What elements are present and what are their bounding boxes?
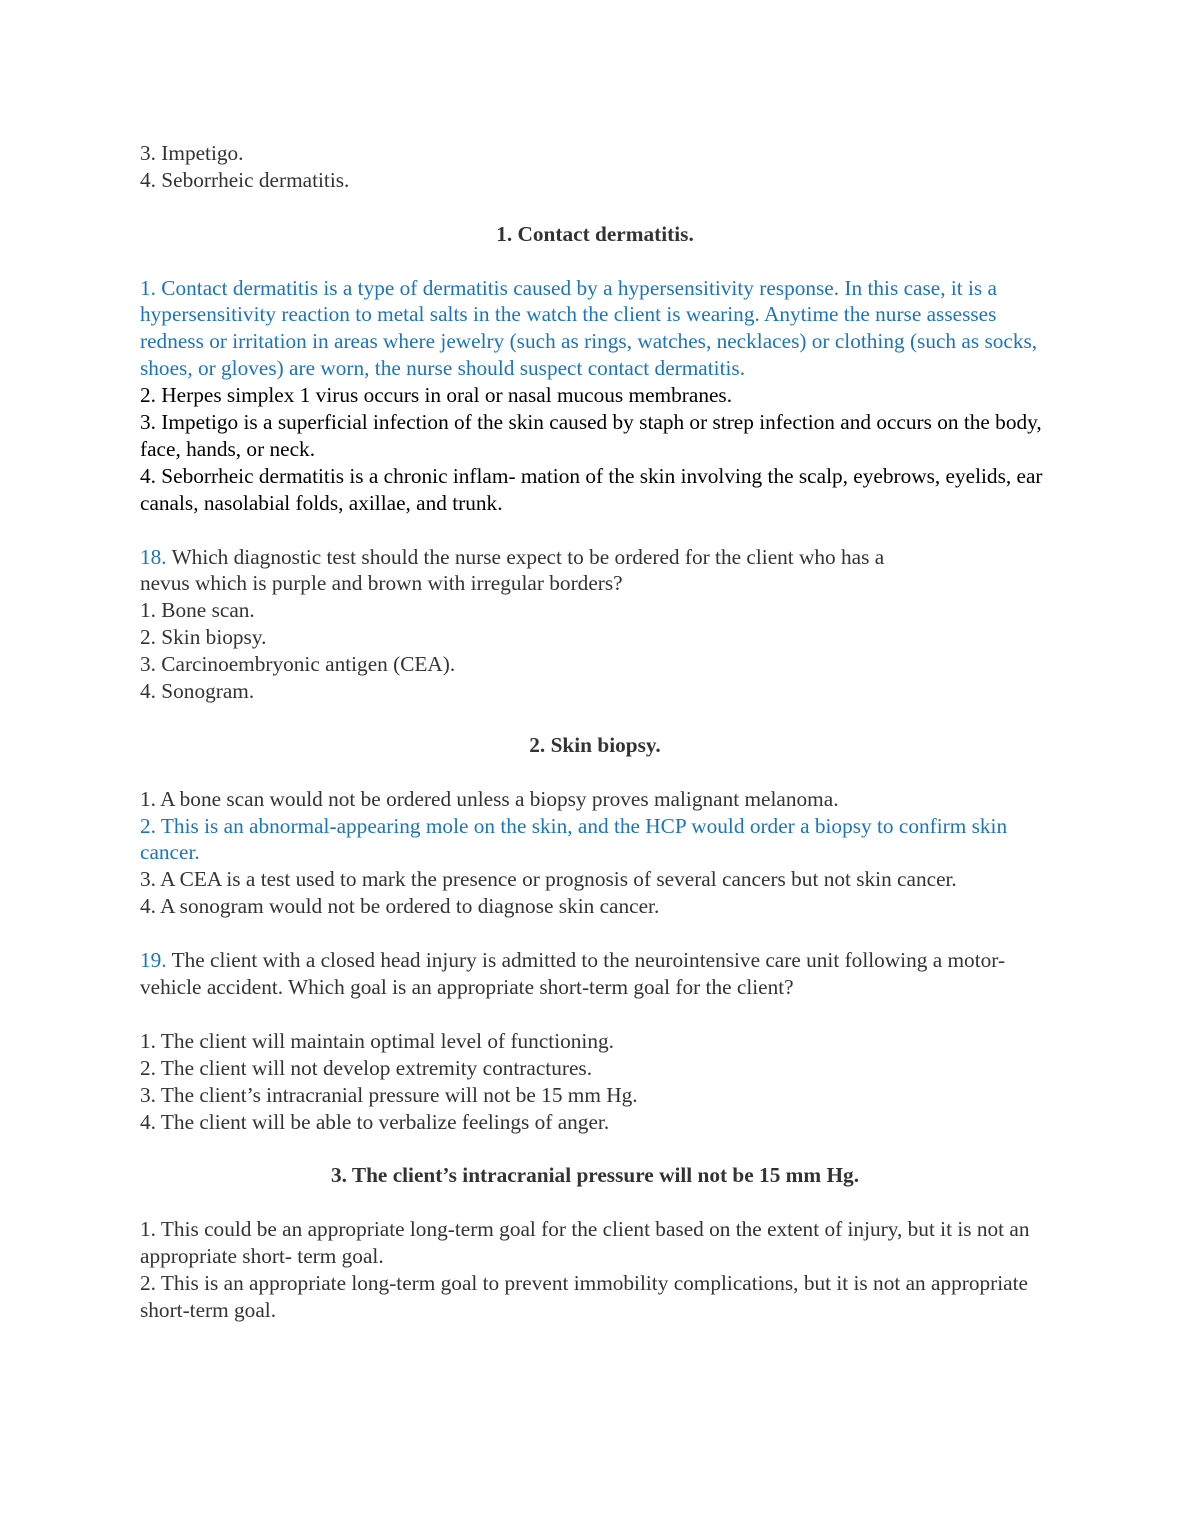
option-line: 3. The client’s intracranial pressure will not be 15 mm Hg. xyxy=(140,1082,638,1107)
document-page xyxy=(140,140,1050,1324)
spacer xyxy=(140,1001,1050,1028)
question-text-cont: nevus which is purple and brown with irregular borders? xyxy=(140,571,623,596)
question-number: 18. xyxy=(140,544,167,569)
question-text: The client with a closed head injury is admitted to the neurointensive care unit following a motor-vehicle accident. Which goal is an appropriate short-term goal for the client? xyxy=(140,948,1006,999)
option-line: 4. Sonogram. xyxy=(140,679,255,704)
question-19 xyxy=(140,947,1050,1001)
spacer xyxy=(140,248,1050,275)
spacer xyxy=(140,705,1050,732)
spacer xyxy=(140,759,1050,786)
rationale-line: 2. Herpes simplex 1 virus occurs in oral or nasal mucous membranes. xyxy=(140,383,733,408)
rationale-line: 3. A CEA is a test used to mark the presence or prognosis of several cancers but not skin cancer. xyxy=(140,867,957,892)
rationale-correct: 2. This is an abnormal-appearing mole on the skin, and the HCP would order a biopsy to confirm skin cancer. xyxy=(140,813,1008,865)
rationale-line: 3. Impetigo is a superficial infection of the skin caused by staph or strep infection and occurs on the body, face, hands, or neck. xyxy=(140,410,1042,461)
correct-answer-heading: 1. Contact dermatitis. xyxy=(496,221,694,246)
rationale-line: 1. This could be an appropriate long-term goal for the client based on the extent of injury, but it is not an appropriate short- term goal. xyxy=(140,1217,1030,1269)
spacer xyxy=(140,517,1050,544)
option-line: 1. The client will maintain optimal level of functioning. xyxy=(140,1028,614,1053)
spacer xyxy=(140,194,1050,221)
option-line: 3. Impetigo. xyxy=(140,141,244,165)
question-text: Which diagnostic test should the nurse expect to be ordered for the client who has a xyxy=(166,544,885,569)
rationale-line: 4. A sonogram would not be ordered to diagnose skin cancer. xyxy=(140,894,660,919)
option-line: 3. Carcinoembryonic antigen (CEA). xyxy=(140,652,456,677)
option-line: 1. Bone scan. xyxy=(140,598,255,623)
option-line: 4. The client will be able to verbalize feelings of anger. xyxy=(140,1109,610,1134)
question-number: 19. xyxy=(140,948,167,973)
spacer xyxy=(140,920,1050,947)
rationale-line: 2. This is an appropriate long-term goal to prevent immobility complications, but it is not an appropriate short-term goal. xyxy=(140,1270,1028,1322)
rationale-line: 4. Seborrheic dermatitis is a chronic inflam- mation of the skin involving the scalp, eyebrows, eyelids, ear canals, nasolabial folds, axillae, and trunk. xyxy=(140,463,1043,515)
option-line: 2. The client will not develop extremity contractures. xyxy=(140,1055,593,1080)
rationale-line: 1. A bone scan would not be ordered unless a biopsy proves malignant melanoma. xyxy=(140,786,839,811)
correct-answer-heading: 3. The client’s intracranial pressure will not be 15 mm Hg. xyxy=(330,1163,860,1188)
option-line: 4. Seborrheic dermatitis. xyxy=(140,167,350,192)
spacer xyxy=(140,1135,1050,1162)
spacer xyxy=(140,1189,1050,1216)
option-line: 2. Skin biopsy. xyxy=(140,625,267,650)
rationale-correct: 1. Contact dermatitis is a type of dermatitis caused by a hypersensitivity response. In this case, it is a hypersensitivity reaction to metal salts in the watch the client is wearing. Anytime the nurse assesses redness or irritation in areas where jewelry (such as rings, watches, necklaces) or clothing (such as socks, shoes, or gloves) are worn, the nurse should suspect contact dermatitis. xyxy=(140,275,1038,381)
question-18 xyxy=(140,544,1050,598)
correct-answer-heading: 2. Skin biopsy. xyxy=(529,732,661,757)
